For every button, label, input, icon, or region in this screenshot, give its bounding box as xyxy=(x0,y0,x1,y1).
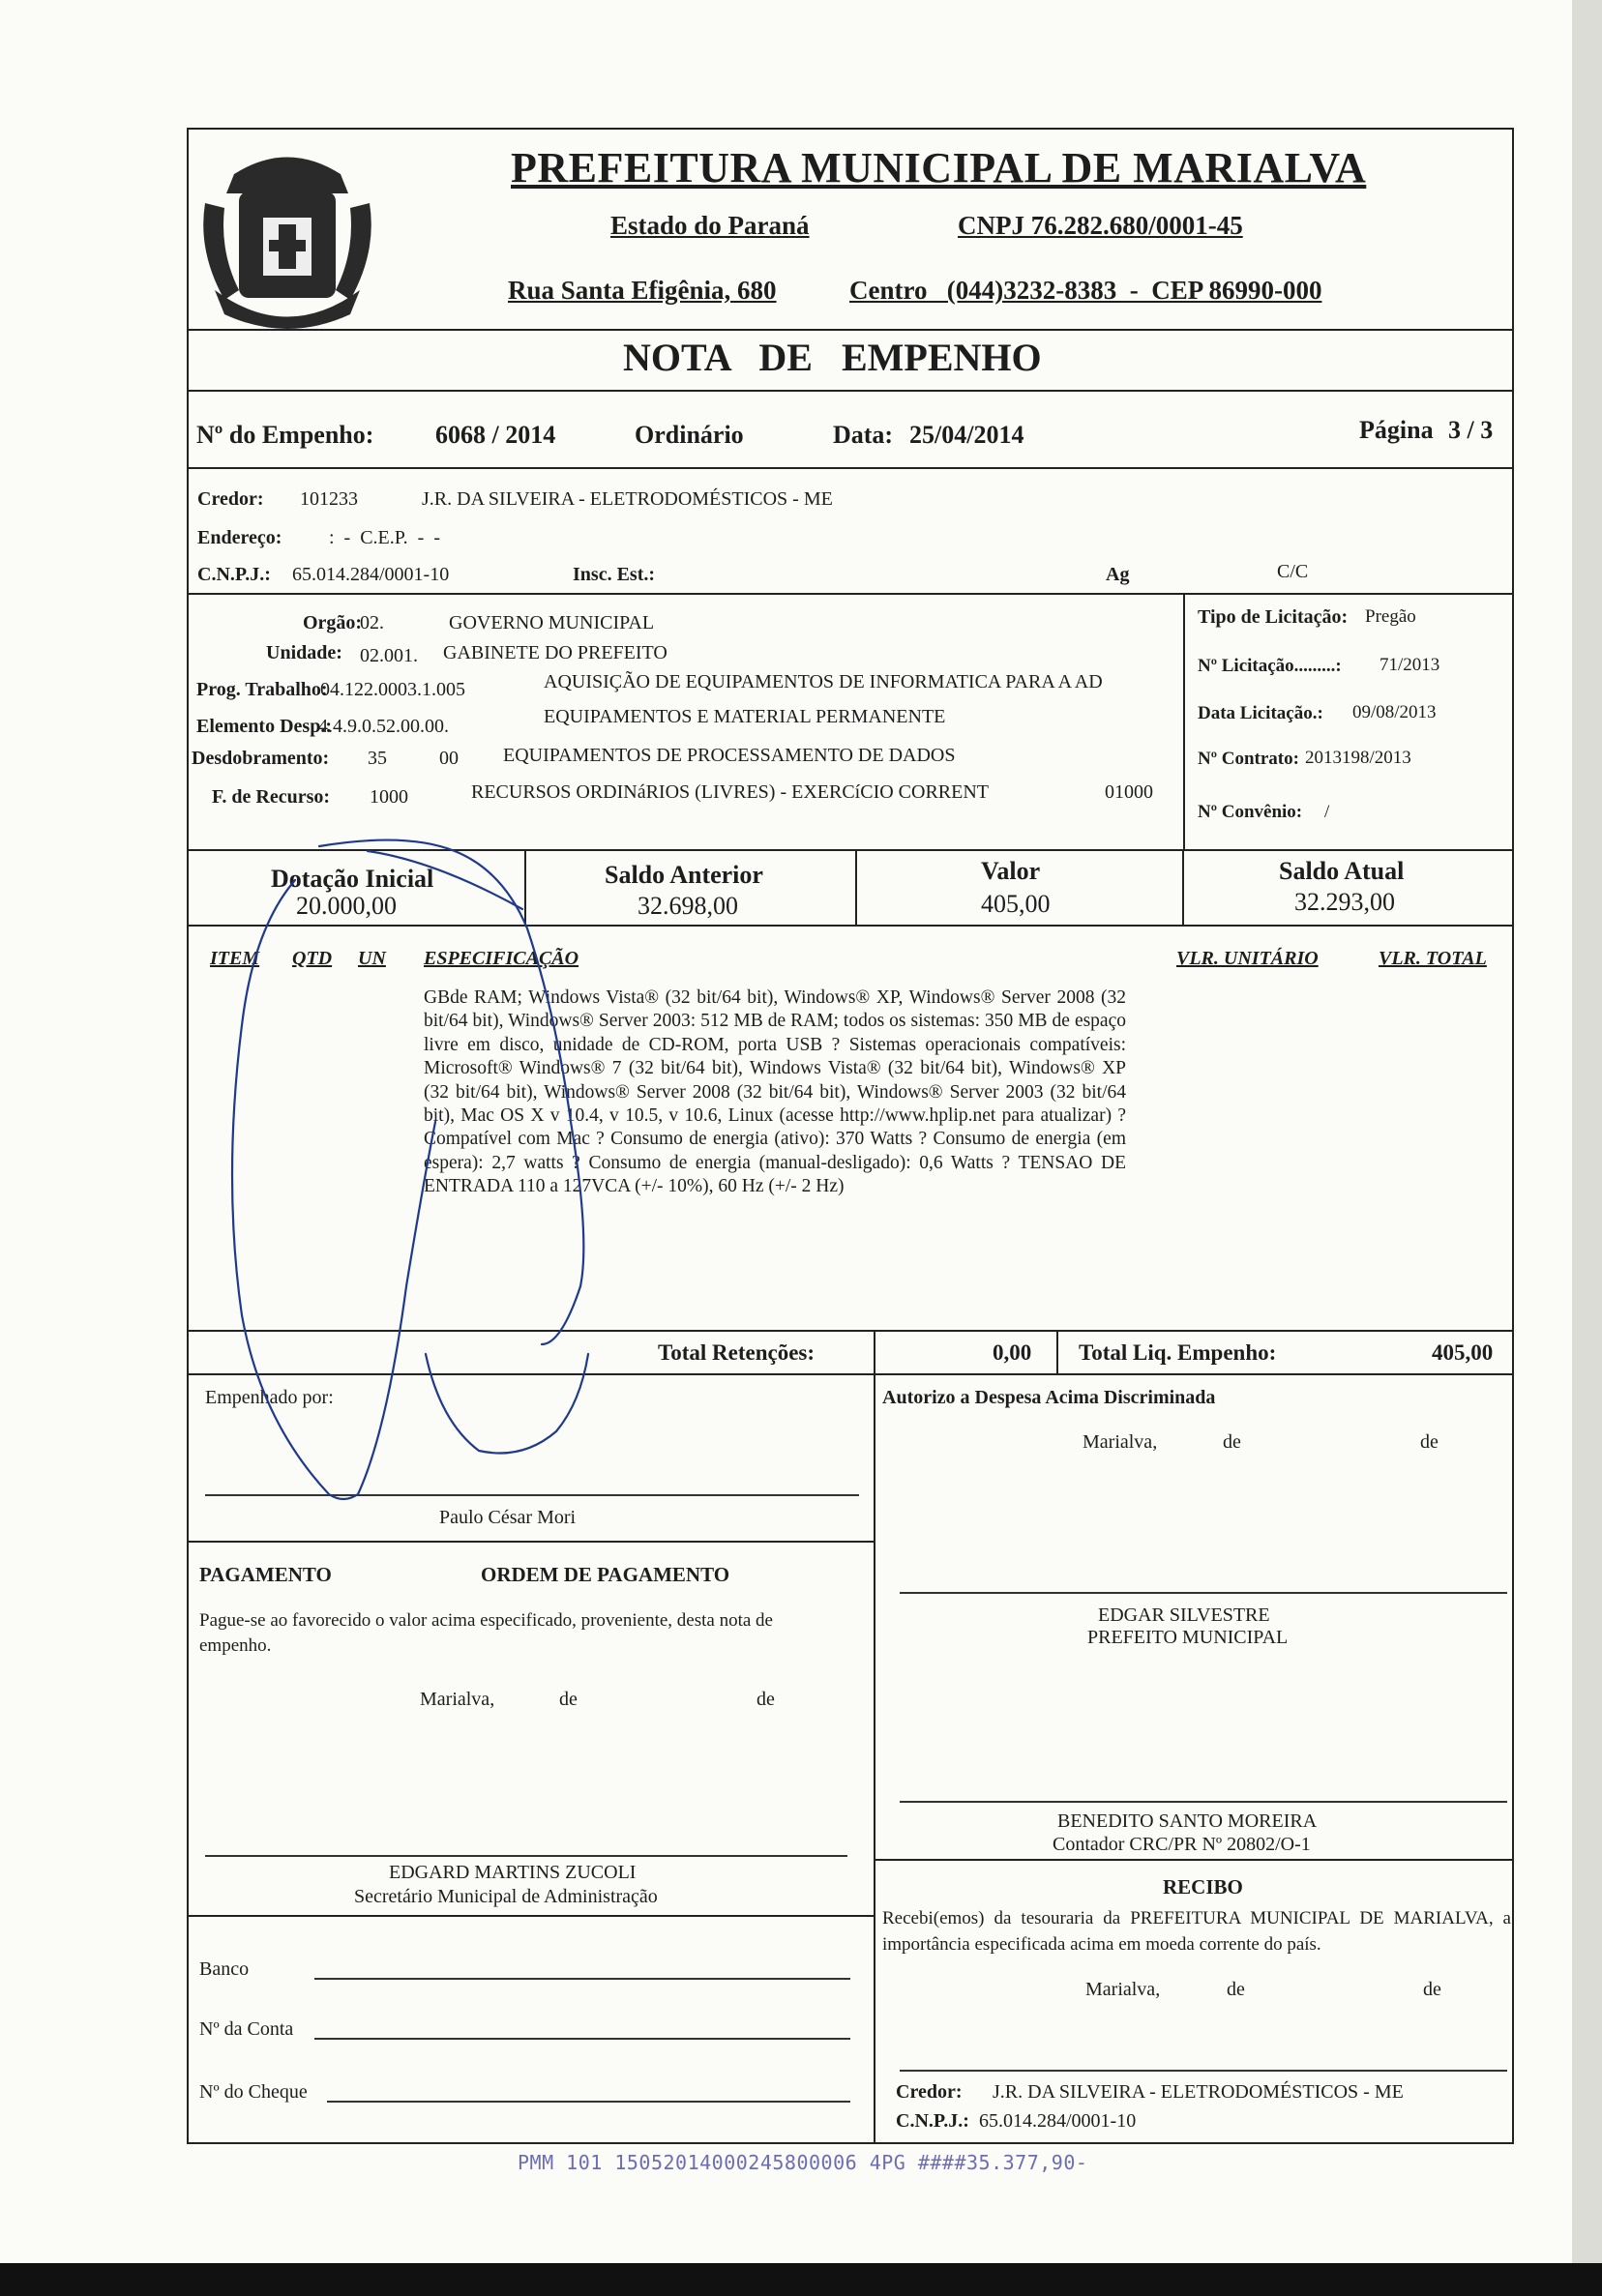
autorizo-city: Marialva, xyxy=(1083,1431,1158,1453)
item-specification: GBde RAM; Windows Vista® (32 bit/64 bit), Windows® XP, Windows® Server 2008 (32 bit/64 bit), Windows® Server 2003: 512 MB de RAM; todos os sistemas: 350 MB de espaço livre em disco, unidade de CD-ROM, porta USB ? Sistemas operacionais compatíveis: Microsoft® Windows® 7 (32 bit/64 bit), Windows Vista® (32 bit/64 bit), Windows® XP (32 bit/64 bit), Windows® Server 2008 (32 bit/64 bit), Windows® Server 2003 (32 bit/64 bit), Mac OS X v 10.4, v 10.5, v 10.6, Linux (acesse http://www.hplip.net para atualizar) ? Compatível com Mac ? Consumo de energia (ativo): 370 Watts ? Consumo de energia (em espera): 2,7 watts ? Consumo de energia (manual-desligado): 0,6 Watts ? TENSAO DE ENTRADA 110 a 127VCA (+/- 10%), 60 Hz (+/- 2 Hz) xyxy=(424,987,1126,1197)
empenho-number: 6068 / 2014 xyxy=(435,421,556,449)
col-qtd: QTD xyxy=(292,948,333,969)
secretario-title: Secretário Municipal de Administração xyxy=(354,1886,658,1907)
recibo-de1: de xyxy=(1227,1979,1245,2000)
prog-label: Prog. Trabalho: xyxy=(196,679,328,700)
desdobramento-desc: EQUIPAMENTOS DE PROCESSAMENTO DE DADOS xyxy=(503,745,956,766)
contrato-label: Nº Contrato: xyxy=(1198,749,1299,769)
elemento-desc: EQUIPAMENTOS E MATERIAL PERMANENTE xyxy=(544,706,946,727)
empenhado-label: Empenhado por: xyxy=(205,1387,334,1408)
prog-desc: AQUISIÇÃO DE EQUIPAMENTOS DE INFORMATICA PARA A AD xyxy=(544,671,1103,692)
col-spec: ESPECIFICAÇÃO xyxy=(424,948,579,969)
ag-label: Ag xyxy=(1106,564,1130,585)
data-licitacao: 09/08/2013 xyxy=(1352,702,1437,722)
header-state: Estado do Paraná xyxy=(610,211,810,240)
liq-value: 405,00 xyxy=(1432,1340,1494,1365)
credor-code: 101233 xyxy=(300,488,358,510)
convenio-label: Nº Convênio: xyxy=(1198,802,1303,822)
unidade-name: GABINETE DO PREFEITO xyxy=(443,642,668,663)
header-cnpj: CNPJ 76.282.680/0001-45 xyxy=(958,211,1243,240)
pague-se-text: Pague-se ao favorecido o valor acima especificado, proveniente, desta nota de empenho. xyxy=(199,1610,773,1656)
elemento-label: Elemento Desp.: xyxy=(196,716,332,737)
unidade-code: 02.001. xyxy=(360,645,418,666)
pagamento-de2: de xyxy=(756,1689,775,1710)
prefeito-name: EDGAR SILVESTRE xyxy=(1098,1604,1270,1626)
col-vlr-total: VLR. TOTAL xyxy=(1379,948,1487,969)
recurso-code2: 01000 xyxy=(1105,781,1153,803)
empenho-label: Nº do Empenho: xyxy=(196,421,374,449)
header-district-phone: Centro (044)3232-8383 - CEP 86990-000 xyxy=(849,276,1322,305)
saldo-atual-label: Saldo Atual xyxy=(1279,857,1405,885)
valor-value: 405,00 xyxy=(981,890,1051,918)
col-un: UN xyxy=(358,948,386,969)
saldo-atual-value: 32.293,00 xyxy=(1294,888,1395,916)
autorizo-de1: de xyxy=(1223,1431,1241,1453)
orgao-name: GOVERNO MUNICIPAL xyxy=(449,612,655,633)
recibo-title: RECIBO xyxy=(1163,1875,1243,1899)
pagamento-city: Marialva, xyxy=(420,1689,495,1710)
liq-label: Total Liq. Empenho: xyxy=(1079,1340,1277,1365)
unidade-label: Unidade: xyxy=(266,642,342,663)
credor-name: J.R. DA SILVEIRA - ELETRODOMÉSTICOS - ME xyxy=(422,488,833,510)
saldo-anterior-label: Saldo Anterior xyxy=(605,861,763,889)
numero-licitacao-label: Nº Licitação.........: xyxy=(1198,656,1342,676)
recibo-text: Recebi(emos) da tesouraria da PREFEITURA MUNICIPAL DE MARIALVA, a importância especificada acima em moeda corrente do país. xyxy=(882,1908,1511,1955)
recibo-de2: de xyxy=(1423,1979,1441,2000)
tipo-licitacao-label: Tipo de Licitação: xyxy=(1198,606,1349,628)
date-label: Data: xyxy=(833,421,894,449)
retencoes-label: Total Retenções: xyxy=(658,1340,816,1365)
recibo-city: Marialva, xyxy=(1085,1979,1161,2000)
header-title: PREFEITURA MUNICIPAL DE MARIALVA xyxy=(511,144,1367,191)
desdobramento-label: Desdobramento: xyxy=(192,748,330,769)
contrato-number: 2013198/2013 xyxy=(1305,748,1411,768)
doc-title: NOTA DE EMPENHO xyxy=(623,336,1042,379)
credor-label: Credor: xyxy=(197,488,264,510)
valor-label: Valor xyxy=(981,857,1041,885)
orgao-label: Orgão: xyxy=(303,612,363,633)
autorizo-de2: de xyxy=(1420,1431,1439,1453)
contador-name: BENEDITO SANTO MOREIRA xyxy=(1057,1810,1318,1832)
footer-code: PMM 101 15052014000245800006 4PG ####35.377,90- xyxy=(518,2151,1088,2174)
cc-label: C/C xyxy=(1277,561,1309,582)
desdobramento-code2: 00 xyxy=(439,748,459,769)
autorizo-text: Autorizo a Despesa Acima Discriminada xyxy=(882,1387,1216,1408)
empenhado-name: Paulo César Mori xyxy=(439,1507,577,1528)
dotacao-value: 20.000,00 xyxy=(296,892,397,920)
insc-label: Insc. Est.: xyxy=(573,564,656,585)
prog-code: 04.122.0003.1.005 xyxy=(320,679,465,700)
saldo-anterior-value: 32.698,00 xyxy=(638,892,738,920)
credor-cnpj: 65.014.284/0001-10 xyxy=(292,564,450,585)
ordem-title: ORDEM DE PAGAMENTO xyxy=(481,1563,730,1586)
retencoes-value: 0,00 xyxy=(993,1340,1032,1365)
page-label: Página xyxy=(1359,416,1434,444)
col-item: ITEM xyxy=(210,948,260,969)
convenio-number: / xyxy=(1324,802,1330,822)
secretario-name: EDGARD MARTINS ZUCOLI xyxy=(389,1862,637,1883)
pagamento-de1: de xyxy=(559,1689,578,1710)
desdobramento-code1: 35 xyxy=(368,748,387,769)
elemento-code: 4.4.9.0.52.00.00. xyxy=(318,716,449,737)
col-vlr-unit: VLR. UNITÁRIO xyxy=(1176,948,1319,969)
recurso-desc: RECURSOS ORDINáRIOS (LIVRES) - EXERCíCIO CORRENT xyxy=(471,781,990,803)
conta-label: Nº da Conta xyxy=(199,2018,294,2040)
recurso-code: 1000 xyxy=(370,786,408,808)
header-address: Rua Santa Efigênia, 680 xyxy=(508,276,777,305)
contador-title: Contador CRC/PR Nº 20802/O-1 xyxy=(1053,1834,1311,1855)
recibo-credor-name: J.R. DA SILVEIRA - ELETRODOMÉSTICOS - ME xyxy=(993,2081,1404,2103)
numero-licitacao: 71/2013 xyxy=(1380,655,1440,675)
address-label: Endereço: xyxy=(197,527,282,548)
recibo-credor-label: Credor: xyxy=(896,2081,963,2103)
credor-address: : - C.E.P. - - xyxy=(329,527,440,548)
dotacao-label: Dotação Inicial xyxy=(271,865,434,893)
prefeito-title: PREFEITO MUNICIPAL xyxy=(1087,1627,1289,1648)
empenho-date: 25/04/2014 xyxy=(909,421,1024,449)
cheque-label: Nº do Cheque xyxy=(199,2081,308,2103)
data-licitacao-label: Data Licitação.: xyxy=(1198,703,1323,723)
recurso-label: F. de Recurso: xyxy=(212,786,331,808)
recibo-cnpj: 65.014.284/0001-10 xyxy=(979,2110,1137,2132)
orgao-code: 02. xyxy=(360,612,384,633)
pagamento-title: PAGAMENTO xyxy=(199,1563,332,1586)
recibo-cnpj-label: C.N.P.J.: xyxy=(896,2110,969,2132)
empenho-type: Ordinário xyxy=(635,421,744,449)
page-number: 3 / 3 xyxy=(1448,416,1494,444)
cnpj-label: C.N.P.J.: xyxy=(197,564,271,585)
tipo-licitacao: Pregão xyxy=(1365,606,1416,627)
banco-label: Banco xyxy=(199,1958,250,1980)
